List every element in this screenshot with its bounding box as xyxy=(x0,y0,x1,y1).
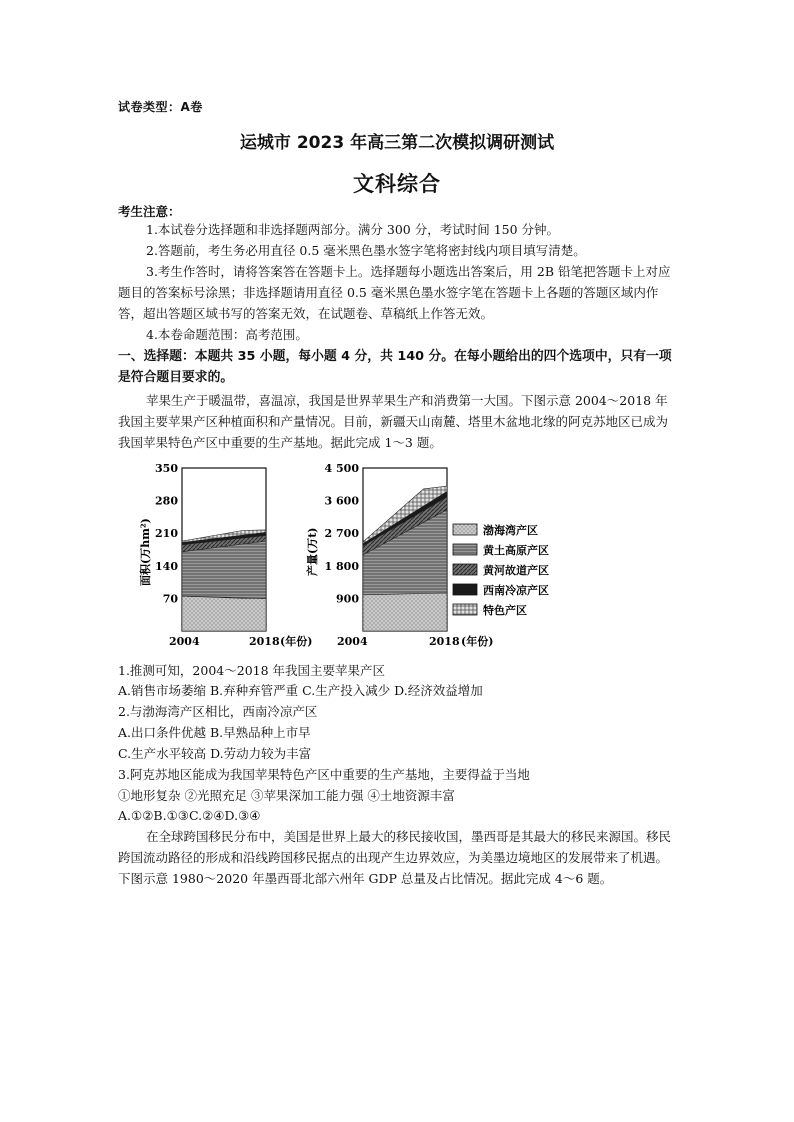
chart-output-ytick-4: 4 500 xyxy=(324,462,359,475)
chart-area-ytick-3: 280 xyxy=(155,494,178,508)
legend-label-bohai: 渤海湾产区 xyxy=(483,524,538,537)
apple-figure xyxy=(135,456,575,656)
chart-area-x-end: 2018 xyxy=(249,635,280,648)
chart-area-area-bohai xyxy=(182,596,266,631)
legend-label-xinan: 西南冷凉产区 xyxy=(483,584,549,597)
chart-output-ytick-0: 900 xyxy=(336,592,359,606)
chart-output-ylabel: 产量(万t) xyxy=(306,527,319,576)
question-1-options: A.销售市场萎缩 B.弃种弃管严重 C.生产投入减少 D.经济效益增加 xyxy=(118,683,483,698)
question-3-options: A.①②B.①③C.②④D.③④ xyxy=(118,808,261,823)
chart-output-x-start: 2004 xyxy=(337,635,368,648)
question-2-stem: 2.与渤海湾产区相比，西南冷凉产区 xyxy=(118,704,318,719)
question-3-stem: 3.阿克苏地区能成为我国苹果特色产区中重要的生产基地，主要得益于当地 xyxy=(118,767,530,782)
question-2-options-row1: A.出口条件优越 B.早熟品种上市早 xyxy=(118,725,311,740)
chart-area-x-start: 2004 xyxy=(169,635,200,648)
chart-output-x-end: 2018 xyxy=(429,635,460,648)
legend-swatch-tese xyxy=(453,604,477,615)
chart-output-ytick-3: 3 600 xyxy=(324,494,359,508)
chart-output-xlabel: (年份) xyxy=(461,635,494,648)
chart-area-ytick-2: 210 xyxy=(155,527,178,541)
section-heading: 一、选择题：本题共 35 小题，每小题 4 分，共 140 分。在每小题给出的四个选项中，只有一项是符合题目要求的。 xyxy=(118,349,672,385)
notice-item-3: 3.考生作答时，请将答案答在答题卡上。选择题每小题选出答案后，用 2B 铅笔把答题卡上对应题目的答案标号涂黑；非选择题请用直径 0.5 毫米黑色墨水签字笔在答题卡上各题的答题区域内作答，超出答题区域书写的答案无效，在试题卷、草稿纸上作答无效。 xyxy=(118,264,671,321)
question-2-options-row2: C.生产水平较高 D.劳动力较为丰富 xyxy=(118,746,312,761)
legend-label-gudao: 黄河故道产区 xyxy=(483,564,549,577)
chart-area-ytick-1: 140 xyxy=(155,559,178,573)
notice-item-1: 1.本试卷分选择题和非选择题两部分。满分 300 分，考试时间 150 分钟。 xyxy=(146,222,560,237)
chart-output-ytick-2: 2 700 xyxy=(324,527,359,541)
passage-apple: 苹果生产于暖温带，喜温凉，我国是世界苹果生产和消费第一大国。下图示意 2004～2018 年我国主要苹果产区种植面积和产量情况。目前，新疆天山南麓、塔里木盆地北缘的阿克苏地区已成为我国苹果特色产区中重要的生产基地。据此完成 1～3 题。 xyxy=(118,393,669,450)
legend-label-tese: 特色产区 xyxy=(483,604,527,617)
legend-swatch-bohai xyxy=(453,524,477,535)
chart-area-xlabel: (年份) xyxy=(280,635,313,648)
chart-area-ytick-4: 350 xyxy=(155,462,178,475)
exam-title: 运城市 2023 年高三第二次模拟调研测试 xyxy=(239,133,555,153)
notice-heading: 考生注意： xyxy=(118,204,181,219)
question-3-statements: ①地形复杂 ②光照充足 ③苹果深加工能力强 ④土地资源丰富 xyxy=(118,788,455,803)
legend-swatch-huangtu xyxy=(453,544,477,555)
chart-area xyxy=(138,462,312,648)
question-1-stem: 1.推测可知，2004～2018 年我国主要苹果产区 xyxy=(118,663,386,678)
notice-item-2: 2.答题前，考生务必用直径 0.5 毫米黑色墨水签字笔将密封线内项目填写清楚。 xyxy=(146,243,586,258)
chart-output-ytick-1: 1 800 xyxy=(324,559,359,573)
legend-swatch-gudao xyxy=(453,564,477,575)
exam-subtitle: 文科综合 xyxy=(353,172,441,196)
legend-swatch-xinan xyxy=(453,584,477,595)
legend-label-huangtu: 黄土高原产区 xyxy=(483,544,549,557)
chart-area-ylabel: 面积(万hm²) xyxy=(139,518,152,586)
legend xyxy=(453,523,549,617)
passage-migration: 在全球跨国移民分布中，美国是世界上最大的移民接收国，墨西哥是其最大的移民来源国。移民跨国流动路径的形成和沿线跨国移民据点的出现产生边界效应，为美墨边境地区的发展带来了机遇。下图示意 1980～2020 年墨西哥北部六州年 GDP 总量及占比情况。据此完成 4～6 题。 xyxy=(118,829,672,886)
exam-type-label: 试卷类型：A卷 xyxy=(118,100,203,114)
notice-item-4: 4.本卷命题范围：高考范围。 xyxy=(146,327,308,342)
chart-output-area-bohai xyxy=(363,593,447,631)
chart-area-ytick-0: 70 xyxy=(162,592,178,606)
